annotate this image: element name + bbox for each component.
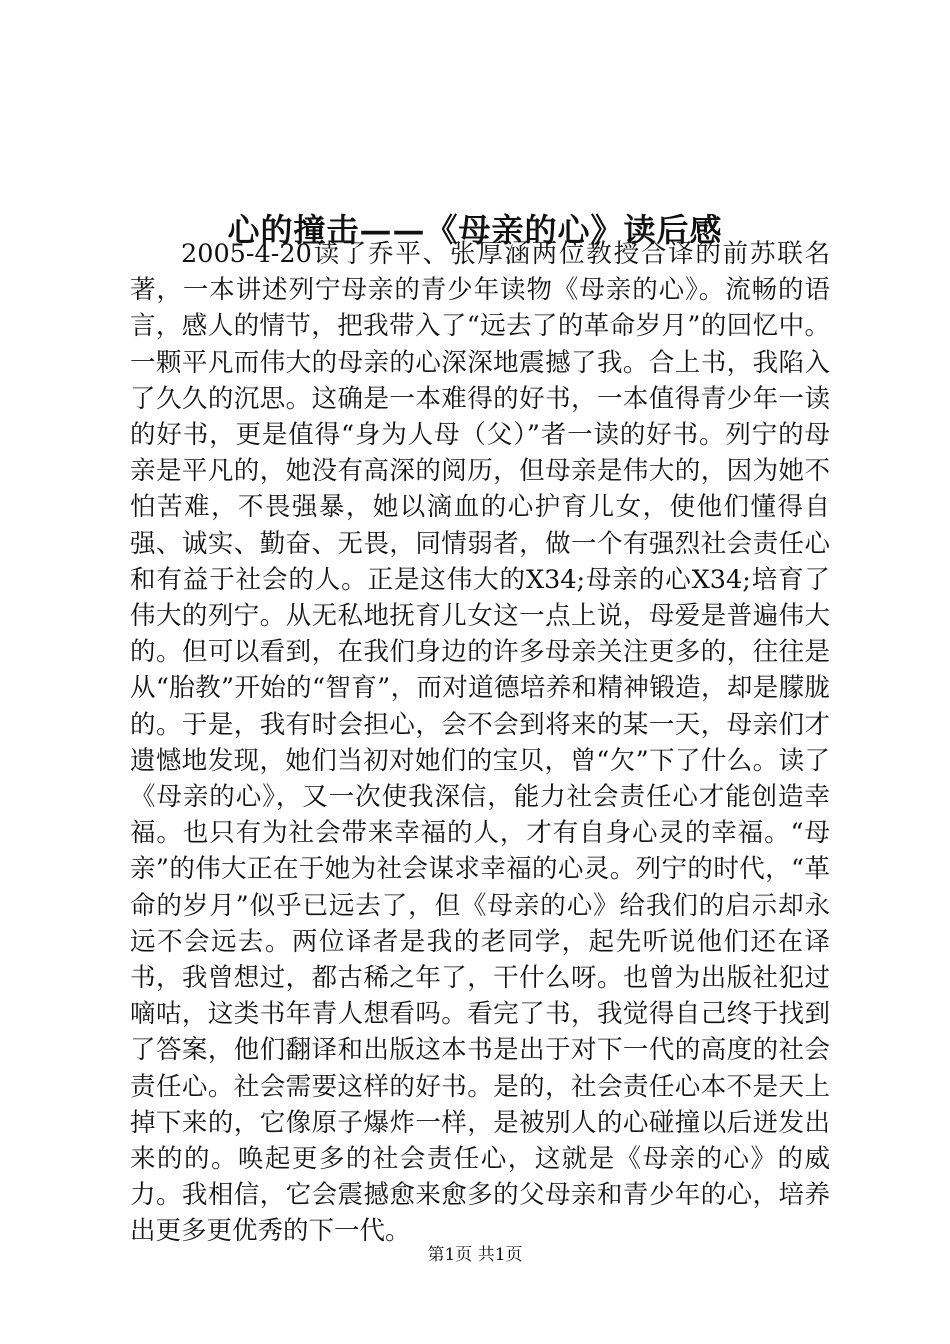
page-footer: 第1页 共1页 <box>427 1245 523 1265</box>
document-title: 心的撞击——《母亲的心》读后感 <box>227 211 723 250</box>
document-body-paragraph: 2005-4-20读了乔平、张厚涵两位教授合译的前苏联名著，一本讲述列宁母亲的青少年读物《母亲的心》。流畅的语言，感人的情节，把我带入了“远去了的革命岁月”的回忆中。一颗平凡而伟大的母亲的心深深地震撼了我。合上书，我陷入了久久的沉思。这确是一本难得的好书，一本值得青少年一读的好书，更是值得“身为人母（父）”者一读的好书。列宁的母亲是平凡的，她没有高深的阅历，但母亲是伟大的，因为她不怕苦难，不畏强暴，她以滴血的心护育儿女，使他们懂得自强、诚实、勤奋、无畏，同情弱者，做一个有强烈社会责任心和有益于社会的人。正是这伟大的X34;母亲的心X34;培育了伟大的列宁。从无私地抚育儿女这一点上说，母爱是普遍伟大的。但可以看到，在我们身边的许多母亲关注更多的，往往是从“胎教”开始的“智育”，而对道德培养和精神锻造，却是朦胧的。于是，我有时会担心，会不会到将来的某一天，母亲们才遗憾地发现，她们当初对她们的宝贝，曾“欠”下了什么。读了《母亲的心》，又一次使我深信，能力社会责任心才能创造幸福。也只有为社会带来幸福的人，才有自身心灵的幸福。“母亲”的伟大正在于她为社会谋求幸福的心灵。列宁的时代，“革命的岁月”似乎已远去了，但《母亲的心》给我们的启示却永远不会远去。两位译者是我的老同学，起先听说他们还在译书，我曾想过，都古稀之年了，干什么呀。也曾为出版社犯过嘀咕，这类书年青人想看吗。看完了书，我觉得自己终于找到了答案，他们翻译和出版这本书是出于对下一代的高度的社会责任心。社会需要这样的好书。是的，社会责任心本不是天上掉下来的，它像原子爆炸一样，是被别人的心碰撞以后迸发出来的的。唤起更多的社会责任心，这就是《母亲的心》的威力。我相信，它会震撼愈来愈多的父母亲和青少年的心，培养出更多更优秀的下一代。 <box>130 239 830 1247</box>
